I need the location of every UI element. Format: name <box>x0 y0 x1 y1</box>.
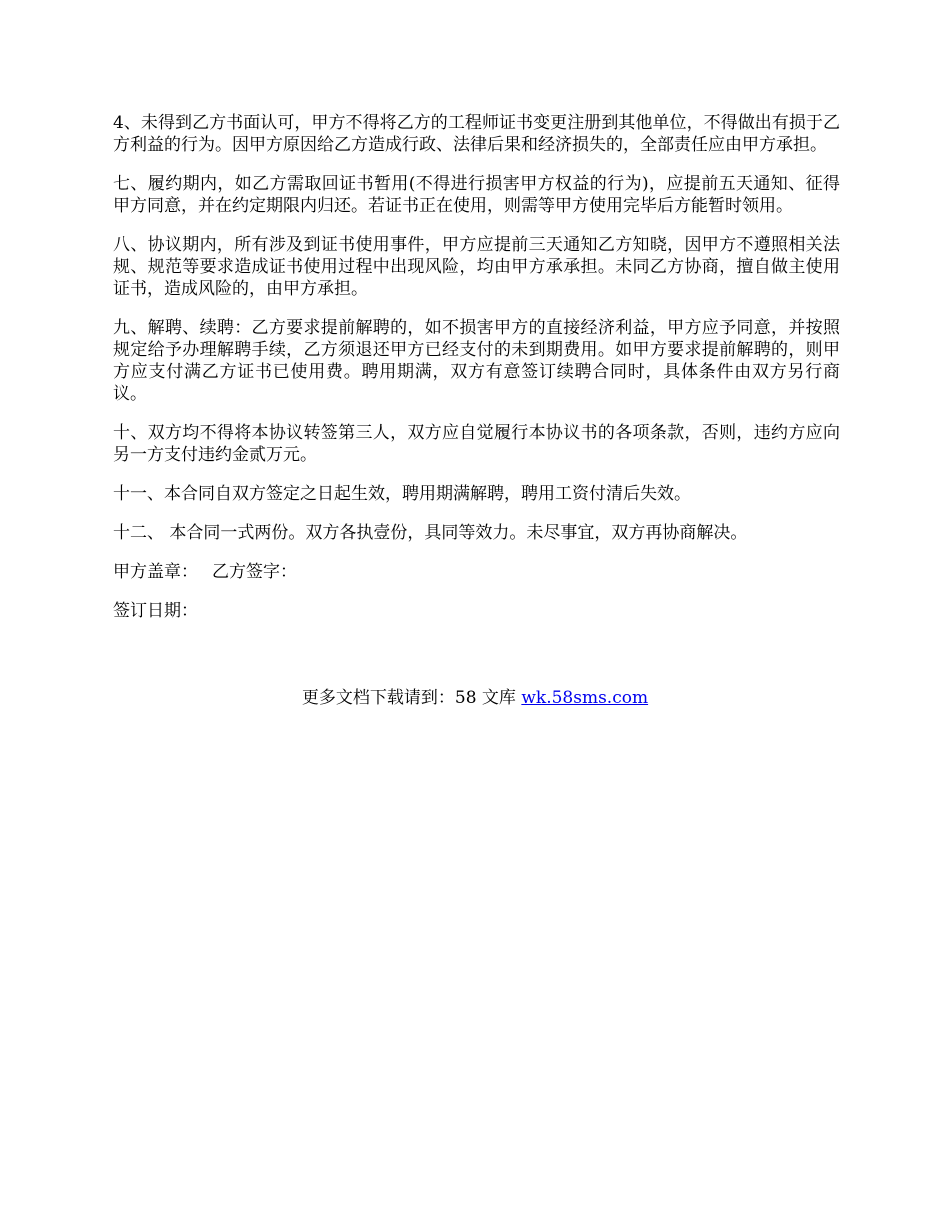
footer-text: 更多文档下载请到：58 文库 <box>301 688 522 708</box>
document-body <box>113 112 840 639</box>
clause-9: 九、解聘、续聘：乙方要求提前解聘的，如不损害甲方的直接经济利益，甲方应予同意，并按照规定给予办理解聘手续，乙方须退还甲方已经支付的未到期费用。如甲方要求提前解聘的，则甲方应支付满乙方证书已使用费。聘用期满，双方有意签订续聘合同时，具体条件由双方另行商议。 <box>113 318 840 404</box>
clause-4: 4、未得到乙方书面认可，甲方不得将乙方的工程师证书变更注册到其他单位，不得做出有损于乙方利益的行为。因甲方原因给乙方造成行政、法律后果和经济损失的，全部责任应由甲方承担。 <box>113 113 840 155</box>
sign-date-label: 签订日期： <box>113 601 198 621</box>
clause-11: 十一、本合同自双方签定之日起生效，聘用期满解聘，聘用工资付清后失效。 <box>113 484 691 504</box>
party-a-seal-label: 甲方盖章： <box>113 562 198 582</box>
clause-10: 十、双方均不得将本协议转签第三人，双方应自觉履行本协议书的各项条款，否则，违约方应向另一方支付违约金贰万元。 <box>113 423 840 465</box>
clause-12: 十二、 本合同一式两份。双方各执壹份，具同等效力。未尽事宜，双方再协商解决。 <box>113 523 748 543</box>
party-b-sign-label: 乙方签字： <box>212 562 297 582</box>
footer-link[interactable]: wk.58sms.com <box>521 688 649 708</box>
footer <box>0 687 950 709</box>
clause-8: 八、协议期内，所有涉及到证书使用事件，甲方应提前三天通知乙方知晓，因甲方不遵照相关法规、规范等要求造成证书使用过程中出现风险，均由甲方承承担。未同乙方协商，擅自做主使用证书，造成风险的，由甲方承担。 <box>113 235 840 299</box>
signature-line <box>113 561 840 583</box>
clause-7: 七、履约期内，如乙方需取回证书暂用(不得进行损害甲方权益的行为)，应提前五天通知、征得甲方同意，并在约定期限内归还。若证书正在使用，则需等甲方使用完毕后方能暂时领用。 <box>113 174 840 216</box>
